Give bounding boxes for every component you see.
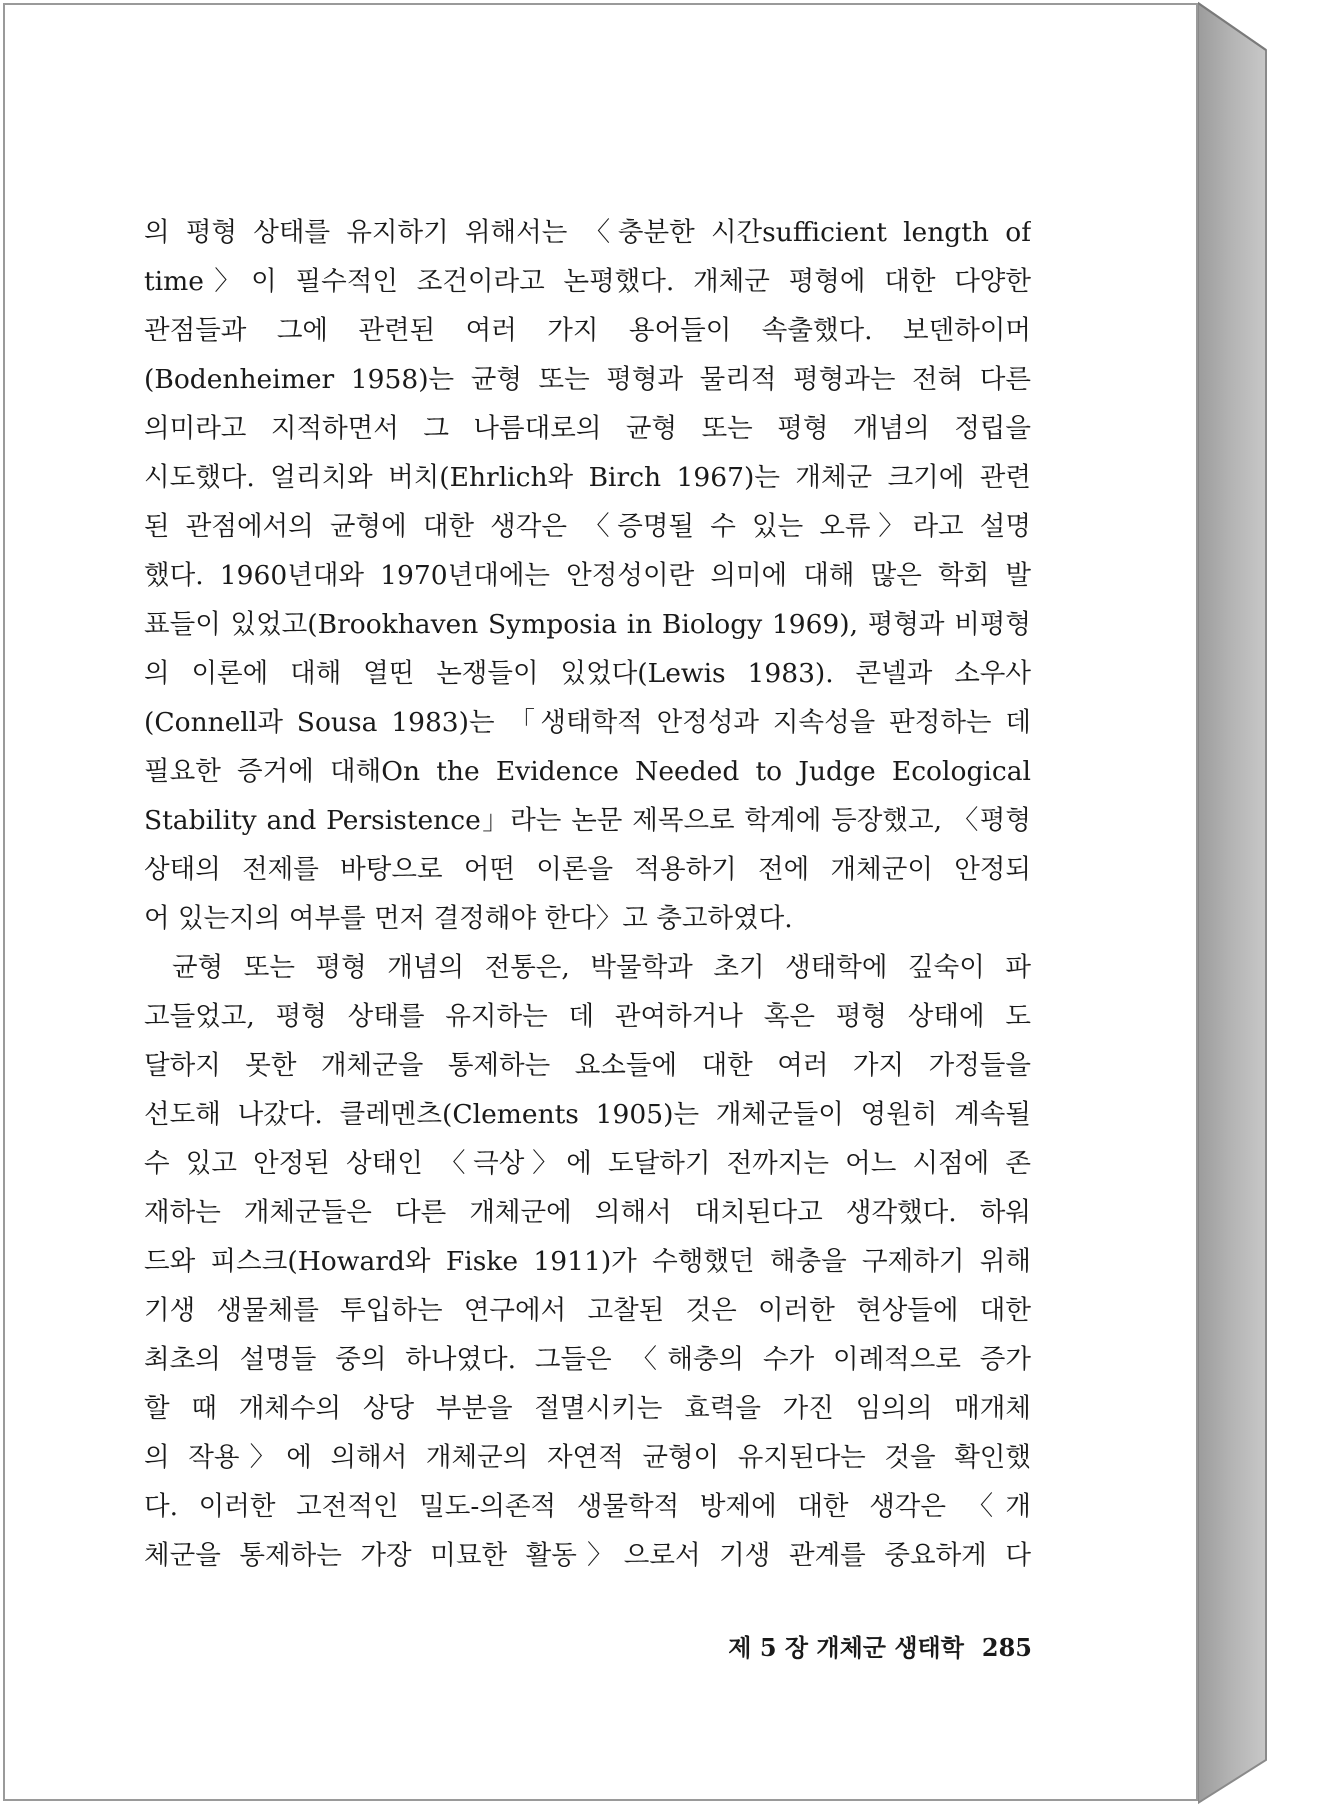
text-line: 시도했다. 얼리치와 버치(Ehrlich와 Birch 1967)는 개체군 크기에 관련 [144,462,1031,493]
text-line: 어 있는지의 여부를 먼저 결정해야 한다〉고 충고하였다. [144,903,793,934]
text-line: 수 있고 안정된 상태인 〈극상〉에 도달하기 전까지는 어느 시점에 존 [144,1148,1031,1179]
text-line: 선도해 나갔다. 클레멘츠(Clements 1905)는 개체군들이 영원히 계속될 [144,1099,1031,1130]
text-line: 필요한 증거에 대해On the Evidence Needed to Judge Ecological [144,756,1031,787]
chapter-title: 제 5 장 개체군 생태학 [728,1633,964,1662]
text-line: (Connell과 Sousa 1983)는 「생태학적 안정성과 지속성을 판정하는 데 [144,707,1031,738]
text-line: 관점들과 그에 관련된 여러 가지 용어들이 속출했다. 보덴하이머 [144,315,1031,346]
text-line: 다. 이러한 고전적인 밀도-의존적 생물학적 방제에 대한 생각은 〈개 [144,1491,1031,1522]
text-line: 된 관점에서의 균형에 대한 생각은 〈증명될 수 있는 오류〉라고 설명 [144,511,1031,542]
body-text [144,208,1031,1580]
text-line: 재하는 개체군들은 다른 개체군에 의해서 대치된다고 생각했다. 하워 [144,1197,1031,1228]
text-line: 고들었고, 평형 상태를 유지하는 데 관여하거나 혹은 평형 상태에 도 [144,1001,1031,1032]
text-line: 드와 피스크(Howard와 Fiske 1911)가 수행했던 해충을 구제하기 위해 [144,1246,1031,1277]
text-line: 상태의 전제를 바탕으로 어떤 이론을 적용하기 전에 개체군이 안정되 [144,854,1031,885]
text-line: 기생 생물체를 투입하는 연구에서 고찰된 것은 이러한 현상들에 대한 [144,1295,1031,1326]
page-footer [728,1628,1032,1663]
book-edge [1198,0,1332,1806]
text-line: 의 작용〉에 의해서 개체군의 자연적 균형이 유지된다는 것을 확인했 [144,1442,1031,1473]
text-line: 의미라고 지적하면서 그 나름대로의 균형 또는 평형 개념의 정립을 [144,413,1031,444]
text-line: 했다. 1960년대와 1970년대에는 안정성이란 의미에 대해 많은 학회 발 [144,560,1031,591]
text-line: 균형 또는 평형 개념의 전통은, 박물학과 초기 생태학에 깊숙이 파 [172,952,1031,983]
text-line: 최초의 설명들 중의 하나였다. 그들은 〈해충의 수가 이례적으로 증가 [144,1344,1031,1375]
text-line: (Bodenheimer 1958)는 균형 또는 평형과 물리적 평형과는 전혀 다른 [144,364,1031,395]
text-line: 표들이 있었고(Brookhaven Symposia in Biology 1969), 평형과 비평형 [144,609,1031,640]
text-line: 의 평형 상태를 유지하기 위해서는 〈충분한 시간sufficient length of [144,217,1031,248]
text-line: 의 이론에 대해 열띤 논쟁들이 있었다(Lewis 1983). 콘넬과 소우사 [144,658,1031,689]
text-line: 달하지 못한 개체군을 통제하는 요소들에 대한 여러 가지 가정들을 [144,1050,1031,1081]
text-line: time〉이 필수적인 조건이라고 논평했다. 개체군 평형에 대한 다양한 [144,266,1031,297]
text-line: Stability and Persistence」라는 논문 제목으로 학계에 등장했고, 〈평형 [144,805,1031,836]
text-line: 할 때 개체수의 상당 부분을 절멸시키는 효력을 가진 임의의 매개체 [144,1393,1031,1424]
paragraph-1 [144,208,1031,943]
page-number: 285 [981,1633,1032,1662]
paragraph-2 [144,943,1031,1580]
text-line: 체군을 통제하는 가장 미묘한 활동〉으로서 기생 관계를 중요하게 다 [144,1540,1031,1571]
